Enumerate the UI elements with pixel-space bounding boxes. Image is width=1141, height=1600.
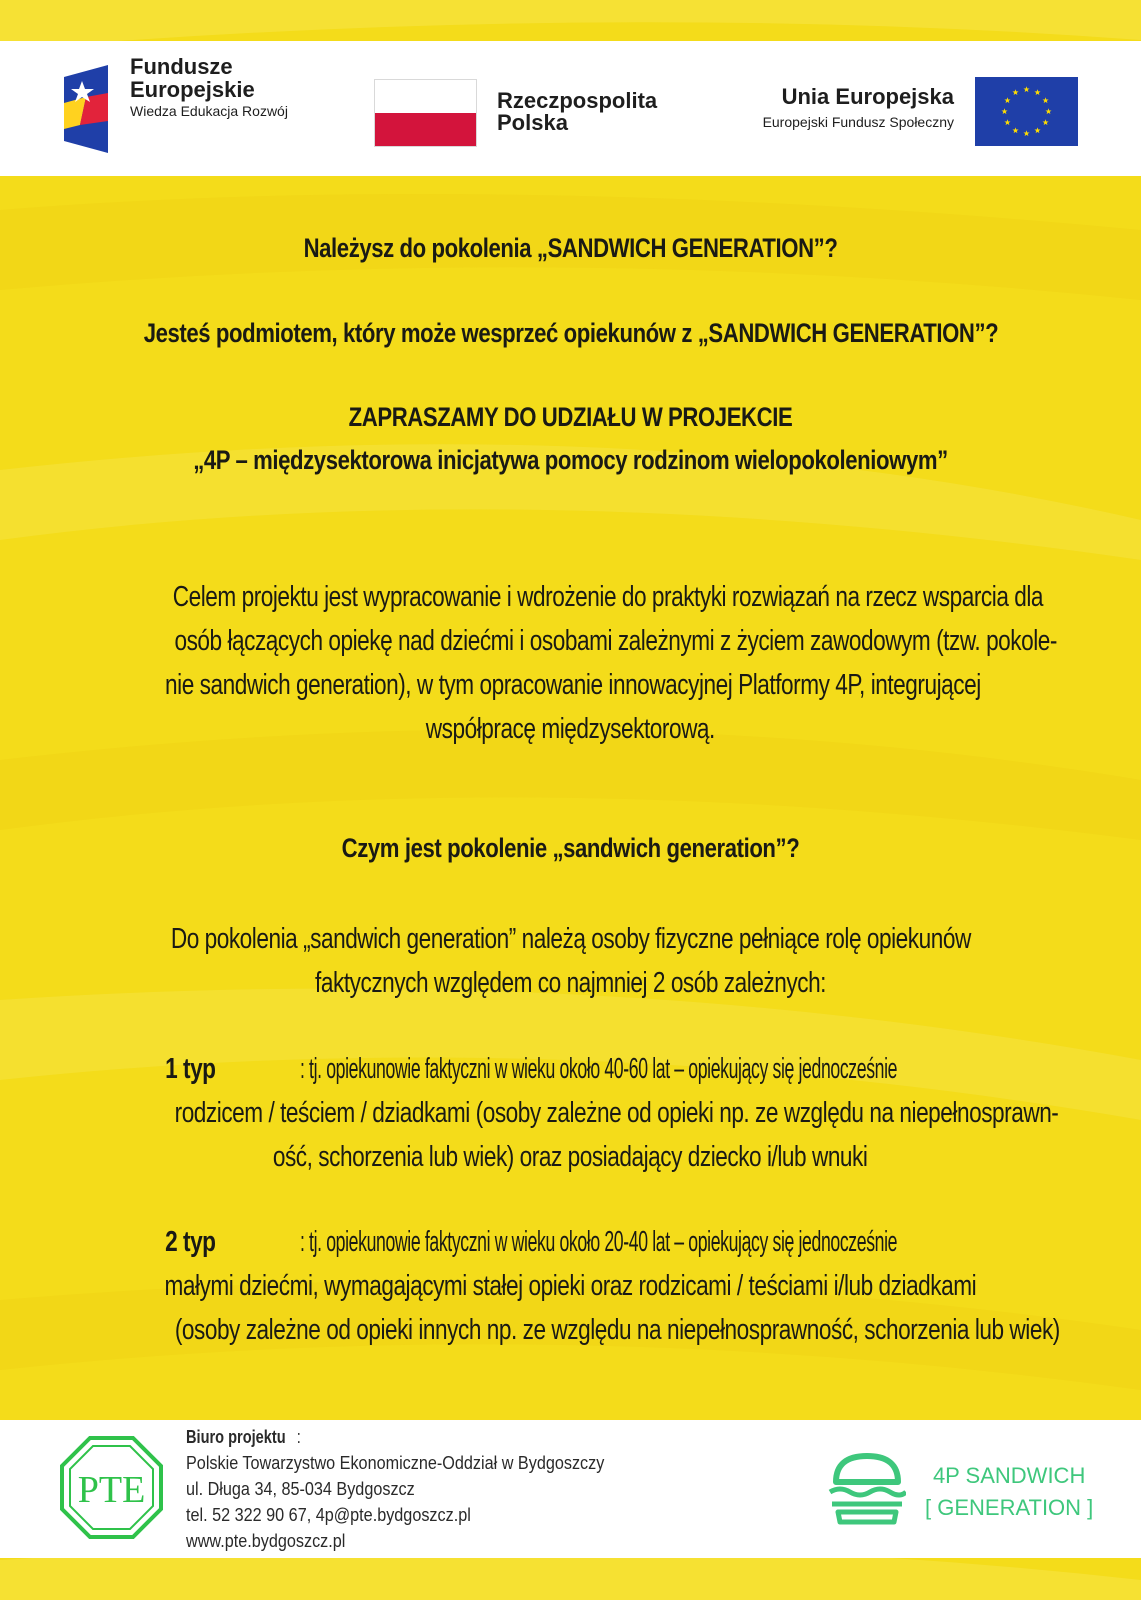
question-sandwich-generation: Należysz do pokolenia „SANDWICH GENERATION”? — [303, 233, 838, 263]
pte-logo-icon — [60, 1436, 163, 1539]
project-title: „4P – międzysektorowa inicjatywa pomocy rodzinom wielopokoleniowym” — [193, 445, 948, 475]
project-goal-paragraph — [50, 575, 1091, 751]
sandwich-logo-line1: 4P SANDWICH — [932, 1463, 1086, 1488]
rzeczpospolita-label — [497, 90, 657, 134]
type2-line: małymi dziećmi, wymagającymi stałej opieki oraz rodzicami / teściami i/lub dziadkami — [164, 1270, 977, 1302]
pte-logo-text: PTE — [77, 1469, 146, 1511]
definition-line: Do pokolenia „sandwich generation” należą osoby fizyczne pełniące rolę opiekunów — [170, 923, 971, 955]
polish-flag-icon — [374, 79, 477, 147]
type1-line: : tj. opiekunowie faktyczni w wieku około 40-60 lat – opiekujący się jednocześnie — [299, 1053, 897, 1085]
type2-paragraph — [50, 1220, 1091, 1352]
sandwich-generation-logo-text — [925, 1460, 1093, 1524]
goal-line: osób łączących opiekę nad dziećmi i osobami zależnymi z życiem zawodowym (tzw. pokole- — [174, 625, 1057, 657]
unia-europejska-label — [763, 84, 954, 130]
rp-line2: Polska — [497, 110, 568, 135]
definition-paragraph — [50, 917, 1091, 1005]
eu-flag-icon — [975, 77, 1078, 146]
footer-contact-bar — [0, 1420, 1141, 1558]
type2-line: (osoby zależne od opieki innych np. ze względu na niepełnosprawność, schorzenia lub wiek) — [174, 1314, 1060, 1346]
ue-subtitle: Europejski Fundusz Społeczny — [762, 114, 954, 130]
fe-subtitle: Wiedza Edukacja Rozwój — [130, 103, 288, 119]
sandwich-logo-line2: [ GENERATION ] — [925, 1495, 1094, 1520]
office-title: Biuro projektu — [186, 1427, 286, 1447]
invitation-heading: ZAPRASZAMY DO UDZIAŁU W PROJEKCIE — [348, 402, 793, 432]
question-what-is-sandwich-generation: Czym jest pokolenie „sandwich generation”? — [341, 833, 800, 863]
fe-title-line1: Fundusze — [130, 54, 233, 79]
type1-line: rodzicem / teściem / dziadkami (osoby zależne od opieki np. ze względu na niepełnosprawn- — [174, 1097, 1059, 1129]
header-logos-bar — [0, 41, 1141, 176]
fe-title-line2: Europejskie — [130, 77, 255, 102]
office-phone-email[interactable]: tel. 52 322 90 67, 4p@pte.bydgoszcz.pl — [186, 1505, 471, 1525]
type1-line: ość, schorzenia lub wiek) oraz posiadający dziecko i/lub wnuki — [273, 1141, 868, 1173]
type1-paragraph — [50, 1047, 1091, 1179]
type2-label: 2 typ — [165, 1226, 216, 1258]
ue-title: Unia Europejska — [781, 84, 954, 109]
type2-line: : tj. opiekunowie faktyczni w wieku około 20-40 lat – opiekujący się jednocześnie — [299, 1226, 897, 1258]
goal-line: nie sandwich generation), w tym opracowanie innowacyjnej Platformy 4P, integrującej — [165, 669, 981, 701]
question-supporting-entity: Jesteś podmiotem, który może wesprzeć opiekunów z „SANDWICH GENERATION”? — [143, 318, 999, 348]
goal-line: współpracę międzysektorową. — [425, 713, 716, 745]
type1-label: 1 typ — [165, 1053, 216, 1085]
office-website-link[interactable]: www.pte.bydgoszcz.pl — [186, 1531, 346, 1551]
sandwich-burger-icon — [828, 1452, 906, 1526]
definition-line: faktycznych względem co najmniej 2 osób zależnych: — [315, 967, 826, 999]
office-organization: Polskie Towarzystwo Ekonomiczne-Oddział w Bydgoszczy — [186, 1453, 605, 1473]
project-office-info: Biuro projektu : Polskie Towarzystwo Ekonomiczne-Oddział w Bydgoszczy ul. Długa 34, 85-034 Bydgoszcz tel. 52 322 90 67, 4p@pte.bydgoszcz.pl www.pte.bydgoszcz.pl — [186, 1424, 651, 1554]
rp-line1: Rzeczpospolita — [497, 88, 658, 113]
goal-line: Celem projektu jest wypracowanie i wdrożenie do praktyki rozwiązań na rzecz wsparcia dla — [172, 581, 1044, 613]
office-address: ul. Długa 34, 85-034 Bydgoszcz — [186, 1479, 415, 1499]
